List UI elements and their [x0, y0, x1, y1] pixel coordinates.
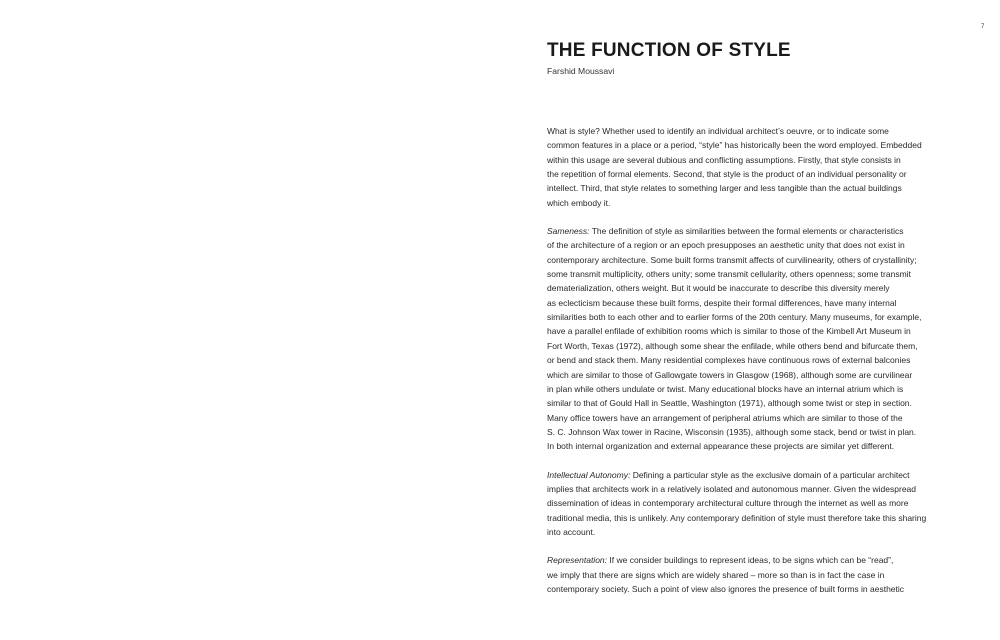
text-line: contemporary society. Such a point of view also ignores the presence of built forms in aesthetic — [547, 583, 905, 594]
text-line-rest: The definition of style as similarities between the formal elements or characteristics — [589, 226, 904, 237]
text-line: or bend and stack them. Many residential complexes have continuous rows of external balconies — [547, 355, 911, 366]
page-number: 7 — [981, 24, 985, 30]
section-lead-sameness: Sameness: — [547, 226, 590, 237]
text-line — [547, 224, 977, 238]
text-line: What is style? Whether used to identify an individual architect’s oeuvre, or to indicate some — [547, 126, 889, 136]
chapter-title: THE FUNCTION OF STYLE — [547, 40, 791, 61]
text-line: In both internal organization and external appearance these projects are similar yet different. — [547, 441, 895, 452]
text-line — [547, 468, 977, 482]
author-name: Farshid Moussavi — [547, 66, 615, 76]
section-lead-intellectual-autonomy: Intellectual Autonomy: — [547, 469, 631, 480]
text-line: dematerialization, others weight. But it would be inaccurate to describe this diversity merely — [547, 283, 890, 294]
text-line: implies that architects work in a relatively isolated and autonomous manner. Given the widespread — [547, 483, 916, 494]
text-line: have a parallel enfilade of exhibition rooms which is similar to those of the Kimbell Art Museum in — [547, 326, 911, 337]
text-line: within this usage are several dubious and conflicting assumptions. Firstly, that style consists in — [547, 154, 901, 165]
text-line: in plan while others undulate or twist. Many educational blocks have an internal atrium which is — [547, 383, 904, 394]
text-line: S. C. Johnson Wax tower in Racine, Wisconsin (1935), although some stack, bend or twist in plan. — [547, 426, 917, 437]
text-line: intellect. Third, that style relates to something larger and less tangible than the actual buildings — [547, 183, 902, 194]
text-line: Fort Worth, Texas (1972), although some shear the enfilade, while others bend and bifurcate them, — [547, 340, 918, 351]
text-line: which embody it. — [547, 197, 611, 208]
text-line: as eclecticism because these built forms, despite their formal differences, have many internal — [547, 297, 897, 308]
text-line: we imply that there are signs which are widely shared – more so than is in fact the case in — [547, 569, 885, 580]
text-line: similar to that of Gould Hall in Seattle, Washington (1971), although some twist or step in section. — [547, 398, 912, 409]
text-line: some transmit multiplicity, others unity; some transmit cellularity, others openness; some transmit — [547, 269, 911, 280]
text-line: the repetition of formal elements. Second, that style is the product of an individual personality or — [547, 169, 907, 180]
text-line: Many office towers have an arrangement of peripheral atriums which are similar to those of the — [547, 412, 903, 423]
paragraph-gap — [547, 454, 977, 468]
text-line: of the architecture of a region or an epoch presupposes an aesthetic unity that does not exist in — [547, 240, 905, 251]
text-line — [547, 553, 977, 567]
text-line-rest: Defining a particular style as the exclusive domain of a particular architect — [630, 469, 910, 480]
text-line: dissemination of ideas in contemporary architectural culture through the internet as well as more — [547, 498, 909, 509]
text-line: which are similar to those of Gallowgate towers in Glasgow (1968), although some are curvilinear — [547, 369, 913, 380]
text-line-rest: If we consider buildings to represent ideas, to be signs which can be “read”, — [607, 555, 894, 566]
paragraph-gap — [547, 539, 977, 553]
text-line: common features in a place or a period, “style” has historically been the word employed. Embedded — [547, 140, 922, 151]
text-line: contemporary architecture. Some built forms transmit affects of curvilinearity, others of crystallinity; — [547, 254, 917, 265]
essay-body — [547, 124, 977, 596]
section-lead-representation: Representation: — [547, 555, 608, 566]
paragraph-gap — [547, 210, 977, 224]
text-line: traditional media, this is unlikely. Any contemporary definition of style must therefore take this sharing — [547, 512, 927, 523]
text-line: into account. — [547, 526, 596, 537]
text-line: similarities both to each other and to earlier forms of the 20th century. Many museums, for example, — [547, 312, 922, 323]
